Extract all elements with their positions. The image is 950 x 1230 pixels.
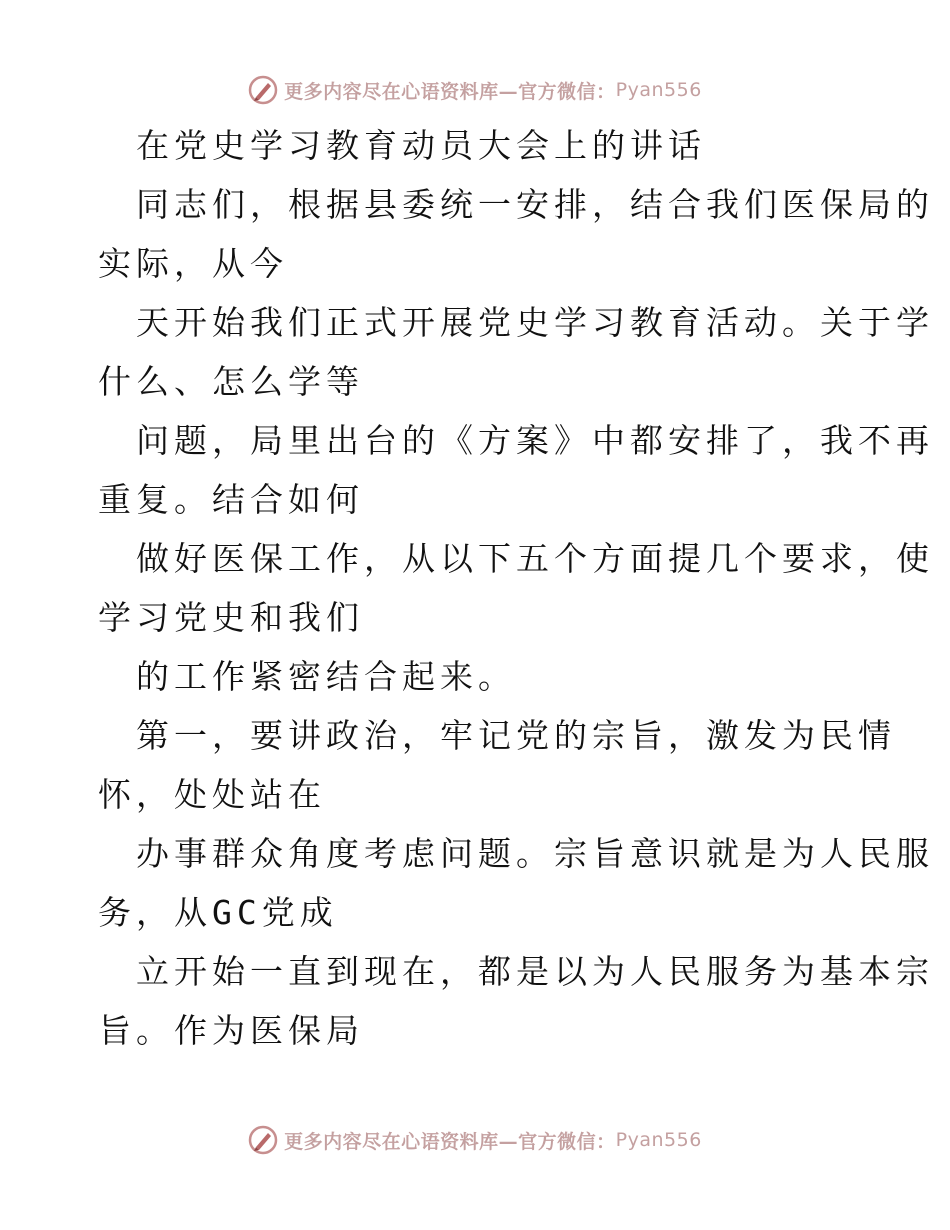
body-line: 旨。作为医保局 <box>98 1011 364 1050</box>
body-line: 办事群众角度考虑问题。宗旨意识就是为人民服 <box>136 834 934 873</box>
body-line: 做好医保工作，从以下五个方面提几个要求，使 <box>136 539 934 578</box>
body-line: 问题，局里出台的《方案》中都安排了，我不再 <box>136 421 934 460</box>
body-line: 同志们，根据县委统一安排，结合我们医保局的 <box>136 185 934 224</box>
body-line: 怀，处处站在 <box>98 775 326 814</box>
body-line: 学习党史和我们 <box>98 598 364 637</box>
body-line: 的工作紧密结合起来。 <box>136 657 516 696</box>
watermark-wechat-id: Pyan556 <box>615 1129 702 1151</box>
header-watermark <box>0 70 950 110</box>
body-line: 什么、怎么学等 <box>98 362 364 401</box>
document-title: 在党史学习教育动员大会上的讲话 <box>136 126 706 165</box>
watermark-text: 更多内容尽在心语资料库—官方微信： <box>284 80 616 103</box>
pen-logo-icon <box>248 75 278 105</box>
footer-watermark <box>0 1120 950 1160</box>
body-line: 务，从GC党成 <box>98 893 338 932</box>
body-line: 第一，要讲政治，牢记党的宗旨，激发为民情 <box>136 716 896 755</box>
body-line: 立开始一直到现在，都是以为人民服务为基本宗 <box>136 952 934 991</box>
pen-logo-icon <box>248 1125 278 1155</box>
document-body <box>98 116 934 1060</box>
body-line: 实际，从今 <box>98 244 288 283</box>
body-line: 重复。结合如何 <box>98 480 364 519</box>
watermark-text: 更多内容尽在心语资料库—官方微信： <box>284 1130 616 1153</box>
body-line: 天开始我们正式开展党史学习教育活动。关于学 <box>136 303 934 342</box>
watermark-wechat-id: Pyan556 <box>615 79 702 101</box>
